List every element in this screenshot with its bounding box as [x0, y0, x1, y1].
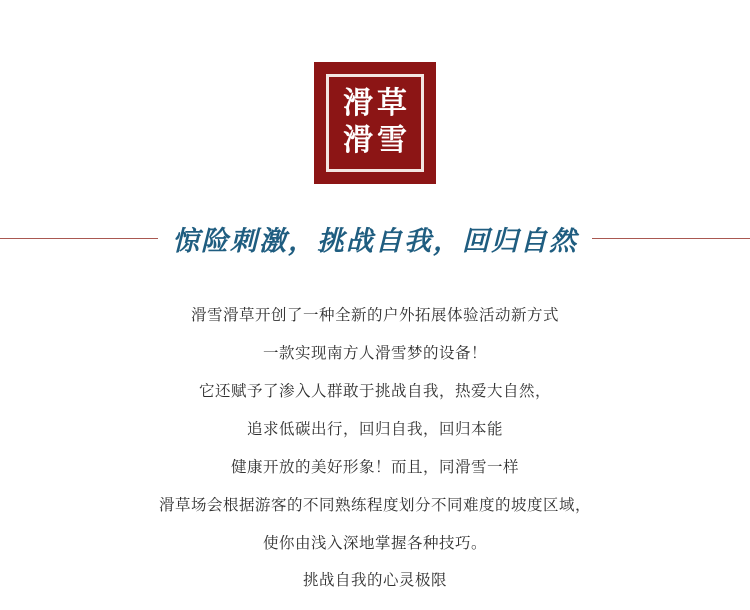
body-line: 它还赋予了渗入人群敢于挑战自我，热爱大自然， — [198, 381, 551, 400]
slogan-row — [0, 215, 750, 261]
body-line: 一款实现南方人滑雪梦的设备！ — [262, 343, 487, 362]
body-line: 使你由浅入深地掌握各种技巧。 — [262, 533, 487, 552]
seal-line-2: 滑雪 — [343, 123, 411, 158]
body-line: 滑雪滑草开创了一种全新的户外拓展体验活动新方式 — [190, 306, 559, 324]
body-line: 滑草场会根据游客的不同熟练程度划分不同难度的坡度区域， — [158, 495, 591, 514]
seal-line-1: 滑草 — [343, 86, 411, 122]
body-line: 追求低碳出行，回归自我，回归本能 — [246, 419, 503, 438]
divider-line-right — [592, 238, 750, 239]
body-line: 挑战自我的心灵极限 — [302, 571, 447, 590]
body-copy — [0, 305, 750, 608]
seal-stamp — [314, 62, 436, 184]
divider-line-left — [0, 238, 158, 239]
body-line: 健康开放的美好形象！而且，同滑雪一样 — [230, 457, 519, 476]
seal-container — [0, 62, 750, 184]
slogan-text: 惊险刺激，挑战自我，回归自然 — [172, 225, 578, 257]
